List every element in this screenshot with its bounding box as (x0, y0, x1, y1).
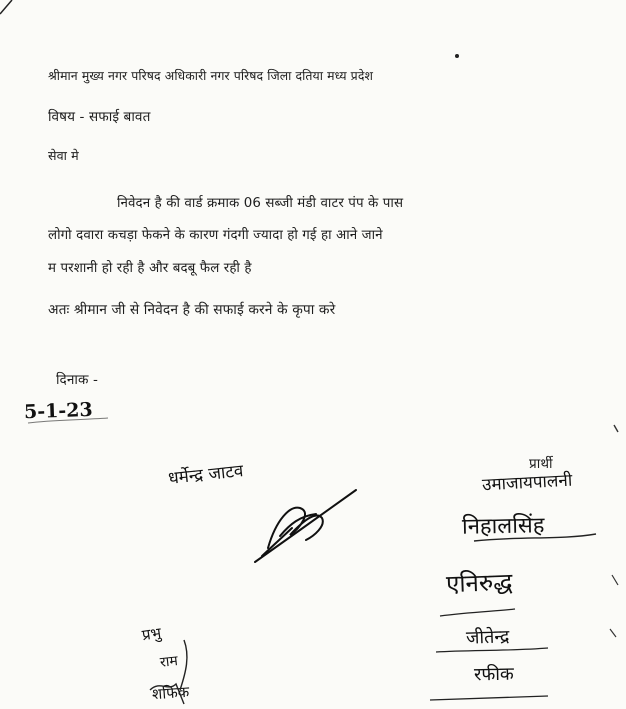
signature-right-2: निहालसिंह (461, 513, 545, 540)
applicant-label: प्रार्थी (529, 456, 553, 472)
underline-right-5 (430, 696, 548, 700)
salutation: सेवा मे (48, 148, 79, 163)
date-value: 5-1-23 (23, 398, 94, 424)
addressee-line: श्रीमान मुख्य नगर परिषद अधिकारी नगर परिषद जिला दतिया मध्य प्रदेश (48, 68, 374, 83)
request-line: अतः श्रीमान जी से निवेदन है की सफाई करने के कृपा करे (48, 302, 336, 318)
underline-right-3 (440, 609, 515, 616)
signature-left-bottom-2: राम (159, 653, 179, 671)
signature-left-bottom-3: शफिक (151, 682, 190, 704)
body-line-2: लोगो दवारा कचड़ा फेकने के कारण गंदगी ज्यादा हो गई हा आने जाने (48, 228, 383, 243)
edge-mark-mid (612, 575, 618, 585)
body-line-3: म परशानी हो रही है और बदबू फैल रही है (48, 261, 252, 276)
signature-right-3: एनिरुद्ध (445, 567, 513, 599)
body-line-1: निवेदन है की वार्ड क्रमाक 06 सब्जी मंडी वाटर पंप के पास (117, 196, 404, 211)
signature-right-4: जीतेन्द्र (465, 626, 510, 649)
subject-line: विषय - सफाई बावत (48, 109, 151, 125)
date-label: दिनाक - (56, 372, 98, 388)
ink-dot (455, 54, 459, 58)
signature-left-name: धर्मेन्द्र जाटव (167, 461, 245, 489)
corner-mark (0, 0, 12, 14)
edge-mark-bottom (610, 629, 616, 637)
signature-right-1: उमाजायपालनी (481, 470, 573, 496)
central-signature (255, 490, 356, 562)
edge-mark-top (614, 425, 618, 432)
signature-right-5: रफीक (473, 663, 514, 686)
signature-left-bottom-1: प्रभु (140, 623, 163, 645)
